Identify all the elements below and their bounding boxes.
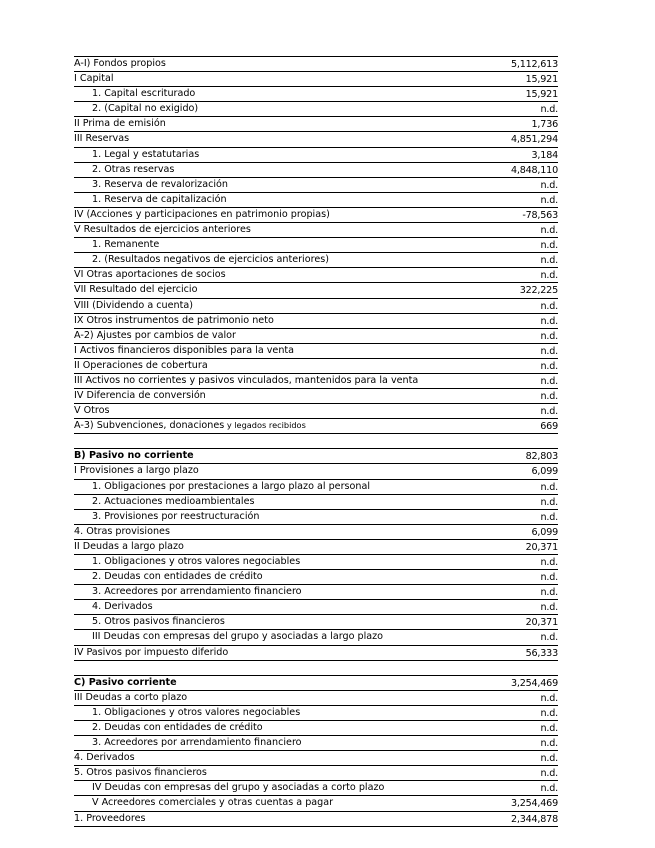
row-label: 2. Actuaciones medioambientales <box>92 495 255 507</box>
row-value: 3,184 <box>531 149 558 161</box>
table-row <box>74 600 558 615</box>
row-value: 15,921 <box>525 89 558 101</box>
table-row <box>74 706 558 721</box>
table-row <box>74 268 558 283</box>
row-label: II Prima de emisión <box>74 118 166 130</box>
table-row <box>74 359 558 374</box>
row-label: 2. (Resultados negativos de ejercicios anteriores) <box>92 254 329 266</box>
table-row <box>74 555 558 570</box>
row-label: V Otros <box>74 405 110 417</box>
row-label: VII Resultado del ejercicio <box>74 284 198 296</box>
row-label: 4. Otras provisiones <box>74 525 170 537</box>
row-label: II Operaciones de cobertura <box>74 359 208 371</box>
row-value: n.d. <box>540 768 558 780</box>
row-label: IV Pasivos por impuesto diferido <box>74 646 229 658</box>
table-row <box>74 781 558 796</box>
row-value: n.d. <box>540 753 558 765</box>
row-value: n.d. <box>540 104 558 116</box>
row-value: n.d. <box>540 511 558 523</box>
row-value: n.d. <box>540 179 558 191</box>
table-row <box>74 404 558 419</box>
table-row <box>74 253 558 268</box>
row-value: 6,099 <box>531 466 558 478</box>
table-row <box>74 102 558 117</box>
row-label: 2. Otras reservas <box>92 163 175 175</box>
row-value: n.d. <box>540 587 558 599</box>
row-value: n.d. <box>540 481 558 493</box>
row-value: -78,563 <box>522 209 558 221</box>
row-label: 5. Otros pasivos financieros <box>74 767 207 779</box>
row-label: III Activos no corrientes y pasivos vinculados, mantenidos para la venta <box>74 374 419 386</box>
row-value: n.d. <box>540 557 558 568</box>
row-label: 3. Acreedores por arrendamiento financiero <box>92 737 302 749</box>
row-value: n.d. <box>540 602 558 614</box>
row-label: IV Deudas con empresas del grupo y asociadas a corto plazo <box>92 782 385 794</box>
table-row <box>74 525 558 540</box>
table-row <box>74 72 558 87</box>
row-label: VI Otras aportaciones de socios <box>74 269 226 281</box>
row-value: n.d. <box>540 360 558 372</box>
row-value: 1,736 <box>531 119 558 131</box>
row-value: 82,803 <box>525 451 558 463</box>
balance-sheet-table <box>74 56 558 827</box>
row-label: III Deudas con empresas del grupo y asociadas a largo plazo <box>92 631 384 643</box>
table-row <box>74 510 558 525</box>
table-row <box>74 223 558 238</box>
table-row <box>74 193 558 208</box>
row-value: 20,371 <box>525 541 558 553</box>
row-label: 3. Acreedores por arrendamiento financiero <box>92 586 302 598</box>
table-row <box>74 675 558 691</box>
row-value: n.d. <box>540 722 558 734</box>
row-value: 3,254,469 <box>510 677 558 689</box>
table-row <box>74 208 558 223</box>
row-label: 1. Proveedores <box>74 812 146 824</box>
row-label: 2. Deudas con entidades de crédito <box>92 571 263 583</box>
row-label: A-2) Ajustes por cambios de valor <box>74 329 236 341</box>
row-value: n.d. <box>540 270 558 282</box>
row-label: IV (Acciones y participaciones en patrimonio propias) <box>74 208 330 220</box>
row-value: n.d. <box>540 315 558 327</box>
table-row <box>74 148 558 163</box>
table-row <box>74 419 558 434</box>
table-row <box>74 56 558 72</box>
table-row <box>74 570 558 585</box>
table-row <box>74 812 558 827</box>
row-value: n.d. <box>540 496 558 508</box>
row-label: V Acreedores comerciales y otras cuentas a pagar <box>92 797 334 809</box>
row-label: 5. Otros pasivos financieros <box>92 616 225 628</box>
row-value: 322,225 <box>519 285 558 297</box>
row-value: 56,333 <box>525 647 558 659</box>
row-label: III Deudas a corto plazo <box>74 691 188 703</box>
row-value: n.d. <box>540 194 558 206</box>
table-row <box>74 495 558 510</box>
row-value: n.d. <box>540 240 558 252</box>
row-label: 1. Remanente <box>92 239 160 251</box>
row-value: 2,344,878 <box>510 813 558 825</box>
row-value: n.d. <box>540 632 558 644</box>
row-value: n.d. <box>540 572 558 584</box>
row-label: VIII (Dividendo a cuenta) <box>74 299 193 311</box>
row-label: IV Diferencia de conversión <box>74 390 206 402</box>
table-row <box>74 751 558 766</box>
row-label: 1. Capital escriturado <box>92 88 196 100</box>
row-label: I Activos financieros disponibles para la venta <box>74 344 295 356</box>
row-label: 1. Reserva de capitalización <box>92 193 227 205</box>
table-row <box>74 314 558 329</box>
row-value: n.d. <box>540 225 558 237</box>
table-row <box>74 615 558 630</box>
table-row <box>74 480 558 495</box>
row-value: 5,112,613 <box>510 59 558 70</box>
row-value: 6,099 <box>531 526 558 538</box>
row-value: n.d. <box>540 255 558 267</box>
row-value: n.d. <box>540 738 558 750</box>
row-label: 1. Obligaciones y otros valores negociables <box>92 556 301 567</box>
row-value: 15,921 <box>525 74 558 86</box>
row-label: II Deudas a largo plazo <box>74 540 184 552</box>
table-row <box>74 630 558 645</box>
table-row <box>74 585 558 600</box>
row-value: n.d. <box>540 375 558 387</box>
row-label: 2. (Capital no exigido) <box>92 103 199 115</box>
table-row <box>74 540 558 555</box>
row-value: n.d. <box>540 330 558 342</box>
row-label: 1. Obligaciones y otros valores negociables <box>92 706 301 718</box>
table-row <box>74 238 558 253</box>
row-value: n.d. <box>540 345 558 357</box>
row-label: A-I) Fondos propios <box>74 58 166 69</box>
table-row <box>74 299 558 314</box>
table-row <box>74 766 558 781</box>
row-value: n.d. <box>540 300 558 312</box>
row-value: 4,851,294 <box>510 134 558 146</box>
row-value: n.d. <box>540 406 558 418</box>
row-label: IX Otros instrumentos de patrimonio neto <box>74 314 274 326</box>
row-value: n.d. <box>540 707 558 719</box>
table-row <box>74 374 558 389</box>
row-value: n.d. <box>540 783 558 795</box>
row-label: 1. Legal y estatutarias <box>92 148 200 160</box>
row-label: 2. Deudas con entidades de crédito <box>92 721 263 733</box>
row-label: A-3) Subvenciones, donaciones y legados recibidos <box>74 420 306 432</box>
table-row <box>74 163 558 178</box>
table-row <box>74 721 558 736</box>
row-label: B) Pasivo no corriente <box>74 450 194 462</box>
row-label: 3. Provisiones por reestructuración <box>92 510 260 522</box>
table-row <box>74 87 558 102</box>
table-row <box>74 464 558 479</box>
row-label: C) Pasivo corriente <box>74 676 177 688</box>
section-spacer <box>74 661 558 675</box>
row-value: 3,254,469 <box>510 798 558 810</box>
row-value: 4,848,110 <box>510 164 558 176</box>
table-row <box>74 691 558 706</box>
section-spacer <box>74 434 558 448</box>
row-label: 3. Reserva de revalorización <box>92 178 228 190</box>
table-row <box>74 283 558 298</box>
table-row <box>74 132 558 147</box>
row-value: 20,371 <box>525 617 558 629</box>
row-label: III Reservas <box>74 133 130 145</box>
row-label: 4. Derivados <box>92 601 153 613</box>
row-value: n.d. <box>540 692 558 704</box>
row-label-suffix: y legados recibidos <box>224 420 306 431</box>
table-row <box>74 389 558 404</box>
table-row <box>74 736 558 751</box>
table-row <box>74 344 558 359</box>
row-label: I Capital <box>74 73 114 85</box>
row-value: n.d. <box>540 391 558 403</box>
row-value: 669 <box>540 421 558 433</box>
table-row <box>74 796 558 811</box>
row-label: 1. Obligaciones por prestaciones a largo plazo al personal <box>92 480 371 492</box>
table-row <box>74 448 558 464</box>
table-row <box>74 178 558 193</box>
row-label: I Provisiones a largo plazo <box>74 465 199 477</box>
table-row <box>74 329 558 344</box>
table-row <box>74 117 558 132</box>
row-label: V Resultados de ejercicios anteriores <box>74 224 251 236</box>
table-row <box>74 646 558 661</box>
row-label: 4. Derivados <box>74 752 135 764</box>
